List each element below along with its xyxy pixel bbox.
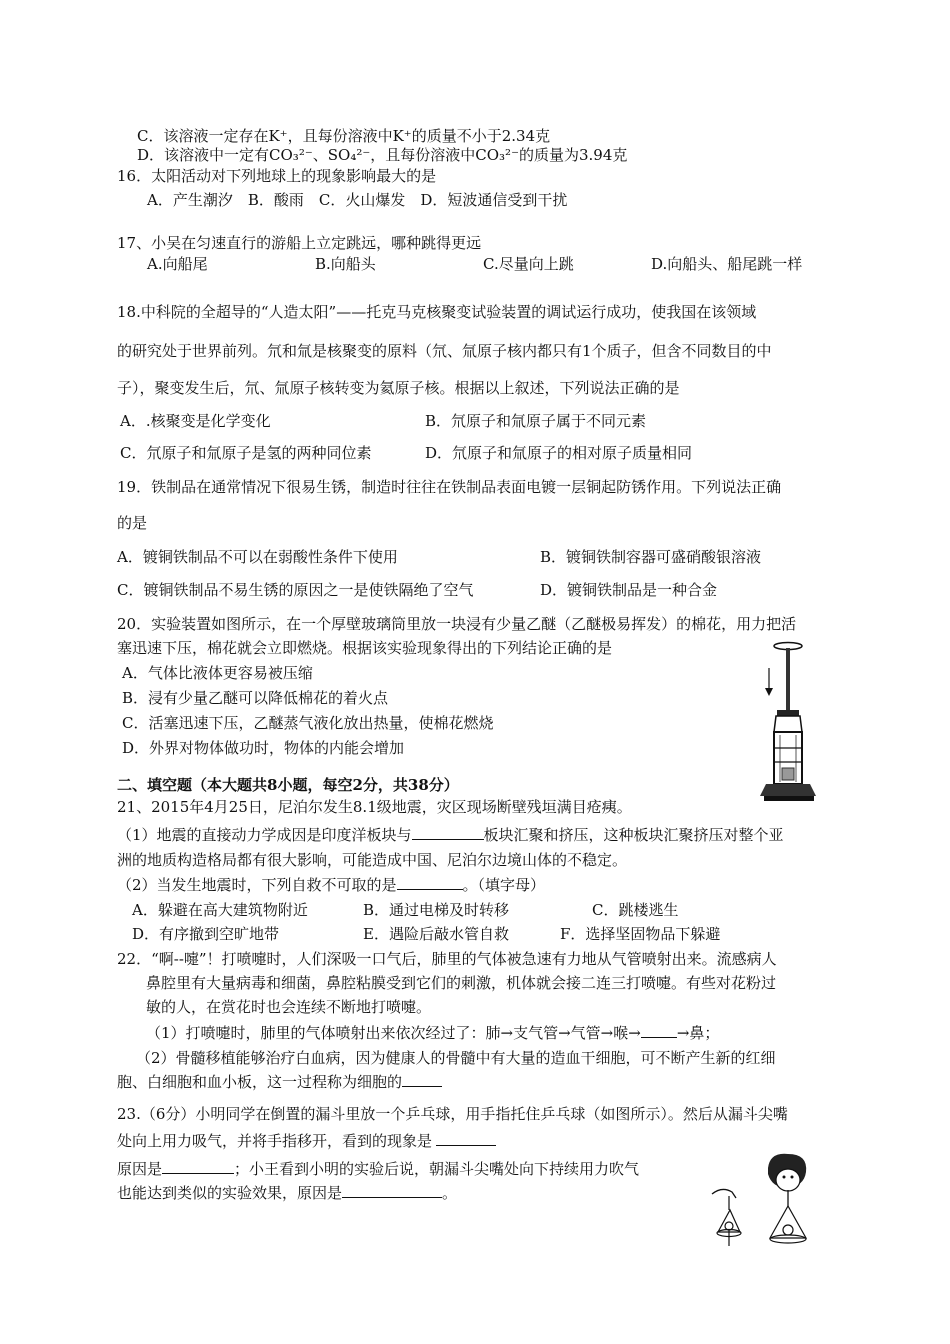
q19-option-a: A．镀铜铁制品不可以在弱酸性条件下使用 — [117, 548, 398, 566]
q22-part-1-text-b: →鼻； — [676, 1024, 720, 1042]
section-2-heading: 二、填空题（本大题共8小题，每空2分，共38分） — [117, 776, 459, 794]
q21-option-b: B．通过电梯及时转移 — [363, 901, 510, 919]
compression-cylinder-figure — [760, 640, 820, 810]
q19-line-1: 19．铁制品在通常情况下很易生锈，制造时往往在铁制品表面电镀一层铜起防锈作用。下列说法正确 — [117, 478, 782, 496]
q23-blank-3[interactable] — [342, 1183, 442, 1198]
q23-line-1: 23.（6分）小明同学在倒置的漏斗里放一个乒乓球，用手指托住乒乓球（如图所示）。然后从漏斗尖嘴 — [117, 1105, 788, 1123]
q21-part-1-text-a: （1）地震的直接动力学成因是印度洋板块与 — [117, 826, 412, 844]
q22-blank-2[interactable] — [402, 1072, 442, 1087]
q19-line-2: 的是 — [117, 514, 148, 532]
q17-option-d: D.向船头、船尾跳一样 — [651, 255, 803, 273]
q22-line-3: 敏的人，在赏花时也会连续不断地打喷嚏。 — [146, 998, 432, 1016]
q23-line-2-text: 处向上用力吸气，并将手指移开，看到的现象是 — [117, 1132, 433, 1150]
q16-options: A．产生潮汐 B．酸雨 C．火山爆发 D．短波通信受到干扰 — [147, 191, 568, 209]
q18-option-b: B．氘原子和氚原子属于不同元素 — [425, 412, 647, 430]
q23-line-4 — [117, 1183, 457, 1203]
q17-option-a: A.向船尾 — [147, 255, 208, 273]
q15-option-d: D．该溶液中一定有CO₃²⁻、SO₄²⁻，且每份溶液中CO₃²⁻的质量为3.94克 — [137, 146, 628, 164]
q20-line-2: 塞迅速下压，棉花就会立即燃烧。根据该实验现象得出的下列结论正确的是 — [117, 639, 613, 657]
q18-line-3: 子），聚变发生后，氘、氚原子核转变为氦原子核。根据以上叙述，下列说法正确的是 — [117, 379, 680, 397]
q15-option-c: C．该溶液一定存在K⁺，且每份溶液中K⁺的质量不小于2.34克 — [137, 127, 551, 145]
q22-part-2-text-a: （2）骨髓移植能够治疗白血病，因为健康人的骨髓中有大量的造血干细胞，可不断产生新的红细 — [136, 1049, 776, 1067]
q21-option-c: C．跳楼逃生 — [592, 901, 679, 919]
q23-line-3-text-b: ；小王看到小明的实验后说，朝漏斗尖嘴处向下持续用力吹气 — [234, 1160, 640, 1178]
q19-option-c: C．镀铜铁制品不易生锈的原因之一是使铁隔绝了空气 — [117, 581, 474, 599]
q20-option-a: A．气体比液体更容易被压缩 — [122, 664, 313, 682]
q21-option-e: E．遇险后敲水管自救 — [363, 925, 509, 943]
q23-line-4-text-b: 。 — [442, 1184, 458, 1202]
q18-line-2: 的研究处于世界前列。氘和氚是核聚变的原料（氘、氚原子核内都只有1个质子，但含不同数目的中 — [117, 342, 772, 360]
q21-part-1-text-b: 板块汇聚和挤压，这种板块汇聚挤压对整个亚 — [483, 826, 784, 844]
q21-stem: 21、2015年4月25日，尼泊尔发生8.1级地震，灾区现场断壁残垣满目疮痍。 — [117, 798, 632, 816]
q21-part-2-text-a: （2）当发生地震时，下列自救不可取的是 — [117, 876, 397, 894]
q17-option-b: B.向船头 — [315, 255, 376, 273]
q21-option-a: A．躲避在高大建筑物附近 — [132, 901, 308, 919]
q18-option-d: D．氘原子和氚原子的相对原子质量相同 — [425, 444, 693, 462]
q17-stem: 17、小吴在匀速直行的游船上立定跳远，哪种跳得更远 — [117, 234, 482, 252]
q23-blank-1[interactable] — [436, 1131, 496, 1146]
q21-option-d: D．有序撤到空旷地带 — [132, 925, 280, 943]
q16-stem: 16．太阳活动对下列地球上的现象影响最大的是 — [117, 167, 437, 185]
q21-option-f: F．选择坚固物品下躲避 — [560, 925, 721, 943]
q17-option-c: C.尽量向上跳 — [483, 255, 574, 273]
q21-part-1 — [117, 825, 784, 845]
funnel-pingpong-figure — [708, 1150, 848, 1260]
q19-option-d: D．镀铜铁制品是一种合金 — [540, 581, 718, 599]
q18-line-1: 18.中科院的全超导的“人造太阳”——托克马克核聚变试验装置的调试运行成功，使我国在该领域 — [117, 303, 757, 321]
q21-blank-2[interactable] — [397, 875, 463, 890]
q22-part-1 — [146, 1023, 719, 1043]
q21-part-2 — [117, 875, 545, 895]
q23-line-4-text-a: 也能达到类似的实验效果，原因是 — [117, 1184, 343, 1202]
q23-line-3-text-a: 原因是 — [117, 1160, 163, 1178]
q22-part-2 — [117, 1072, 442, 1092]
q20-option-b: B．浸有少量乙醚可以降低棉花的着火点 — [122, 689, 389, 707]
q21-part-1-text-c: 洲的地质构造格局都有很大影响，可能造成中国、尼泊尔边境山体的不稳定。 — [117, 851, 628, 869]
q23-blank-2[interactable] — [162, 1159, 234, 1174]
q18-option-c: C．氘原子和氚原子是氢的两种同位素 — [120, 444, 372, 462]
q23-line-2 — [117, 1131, 496, 1151]
q20-option-c: C．活塞迅速下压，乙醚蒸气液化放出热量，使棉花燃烧 — [122, 714, 494, 732]
q21-part-2-text-b: 。（填字母） — [462, 876, 546, 894]
q22-blank-1[interactable] — [641, 1023, 677, 1038]
q22-part-2-text-b: 胞、白细胞和血小板，这一过程称为细胞的 — [117, 1073, 403, 1091]
q18-option-a: A．.核聚变是化学变化 — [120, 412, 271, 430]
q23-line-3 — [117, 1159, 639, 1179]
q19-option-b: B．镀铜铁制容器可盛硝酸银溶液 — [540, 548, 762, 566]
q20-option-d: D．外界对物体做功时，物体的内能会增加 — [122, 739, 405, 757]
q22-line-2: 鼻腔里有大量病毒和细菌，鼻腔粘膜受到它们的刺激，机体就会接二连三打喷嚏。有些对花粉过 — [146, 974, 777, 992]
q22-part-1-text-a: （1）打喷嚏时，肺里的气体喷射出来依次经过了：肺→支气管→气管→喉→ — [146, 1024, 641, 1042]
q20-line-1: 20．实验装置如图所示，在一个厚壁玻璃筒里放一块浸有少量乙醚（乙醚极易挥发）的棉花，用力把活 — [117, 615, 797, 633]
q21-blank-1[interactable] — [412, 825, 484, 840]
q22-line-1: 22．“啊--嚏”！打喷嚏时，人们深吸一口气后，肺里的气体被急速有力地从气管喷射出来。流感病人 — [117, 950, 777, 968]
